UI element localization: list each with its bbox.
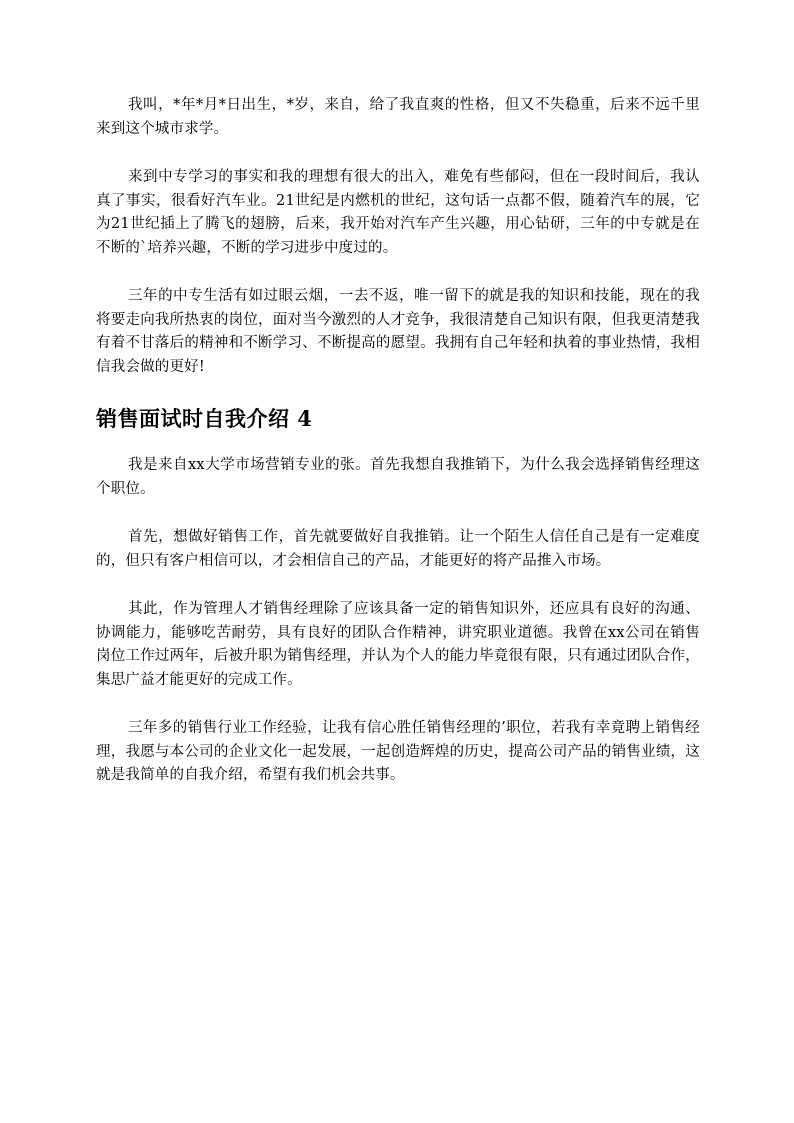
paragraph-intro: 我叫，*年*月*日出生，*岁，来自，给了我直爽的性格，但又不失稳重，后来不远千里来到这个城市求学。 <box>96 97 700 137</box>
section-heading: 销售面试时自我介绍 4 <box>96 406 313 431</box>
paragraph-sales-first: 首先，想做好销售工作，首先就要做好自我推销。让一个陌生人信任自己是有一定难度的，但只有客户相信可以，才会相信自己的产品，才能更好的将产品推入市场。 <box>96 529 700 569</box>
paragraph-sales-closing: 三年多的销售行业工作经验，让我有信心胜任销售经理的’职位，若我有幸竟聘上销售经理，我愿与本公司的企业文化一起发展，一起创造辉煌的历史，提高公司产品的销售业绩，这就是我简单的自我介绍，希望有我们机会共事。 <box>96 720 700 783</box>
paragraph-sales-second: 其此，作为管理人才销售经理除了应该具备一定的销售知识外，还应具有良好的沟通、协调能力，能够吃苦耐劳，具有良好的团队合作精神，讲究职业道德。我曾在xx公司在销售岗位工作过两年，后被升职为销售经理，并认为个人的能力毕竟很有限，只有通过团队合作，集思广益才能更好的完成工作。 <box>96 601 700 688</box>
paragraph-conclusion: 三年的中专生活有如过眼云烟，一去不返，唯一留下的就是我的知识和技能，现在的我将要走向我所热衷的岗位，面对当今激烈的人才竞争，我很清楚自己知识有限，但我更清楚我有着不甘落后的精神和不断学习、不断提高的愿望。我拥有自己年轻和执着的事业热情，我相信我会做的更好! <box>96 288 700 375</box>
paragraph-sales-intro: 我是来自xx大学市场营销专业的张。首先我想自我推销下，为什么我会选择销售经理这个职位。 <box>96 457 700 497</box>
paragraph-study: 来到中专学习的事实和我的理想有很大的出入，难免有些郁闷，但在一段时间后，我认真了事实，很看好汽车业。21世纪是内燃机的世纪，这句话一点都不假，随着汽车的展，它为21世纪插上了腾飞的翅膀，后来，我开始对汽车产生兴趣，用心钻研，三年的中专就是在不断的`培养兴趣，不断的学习进步中度过的。 <box>96 169 700 256</box>
document-page <box>96 94 700 813</box>
